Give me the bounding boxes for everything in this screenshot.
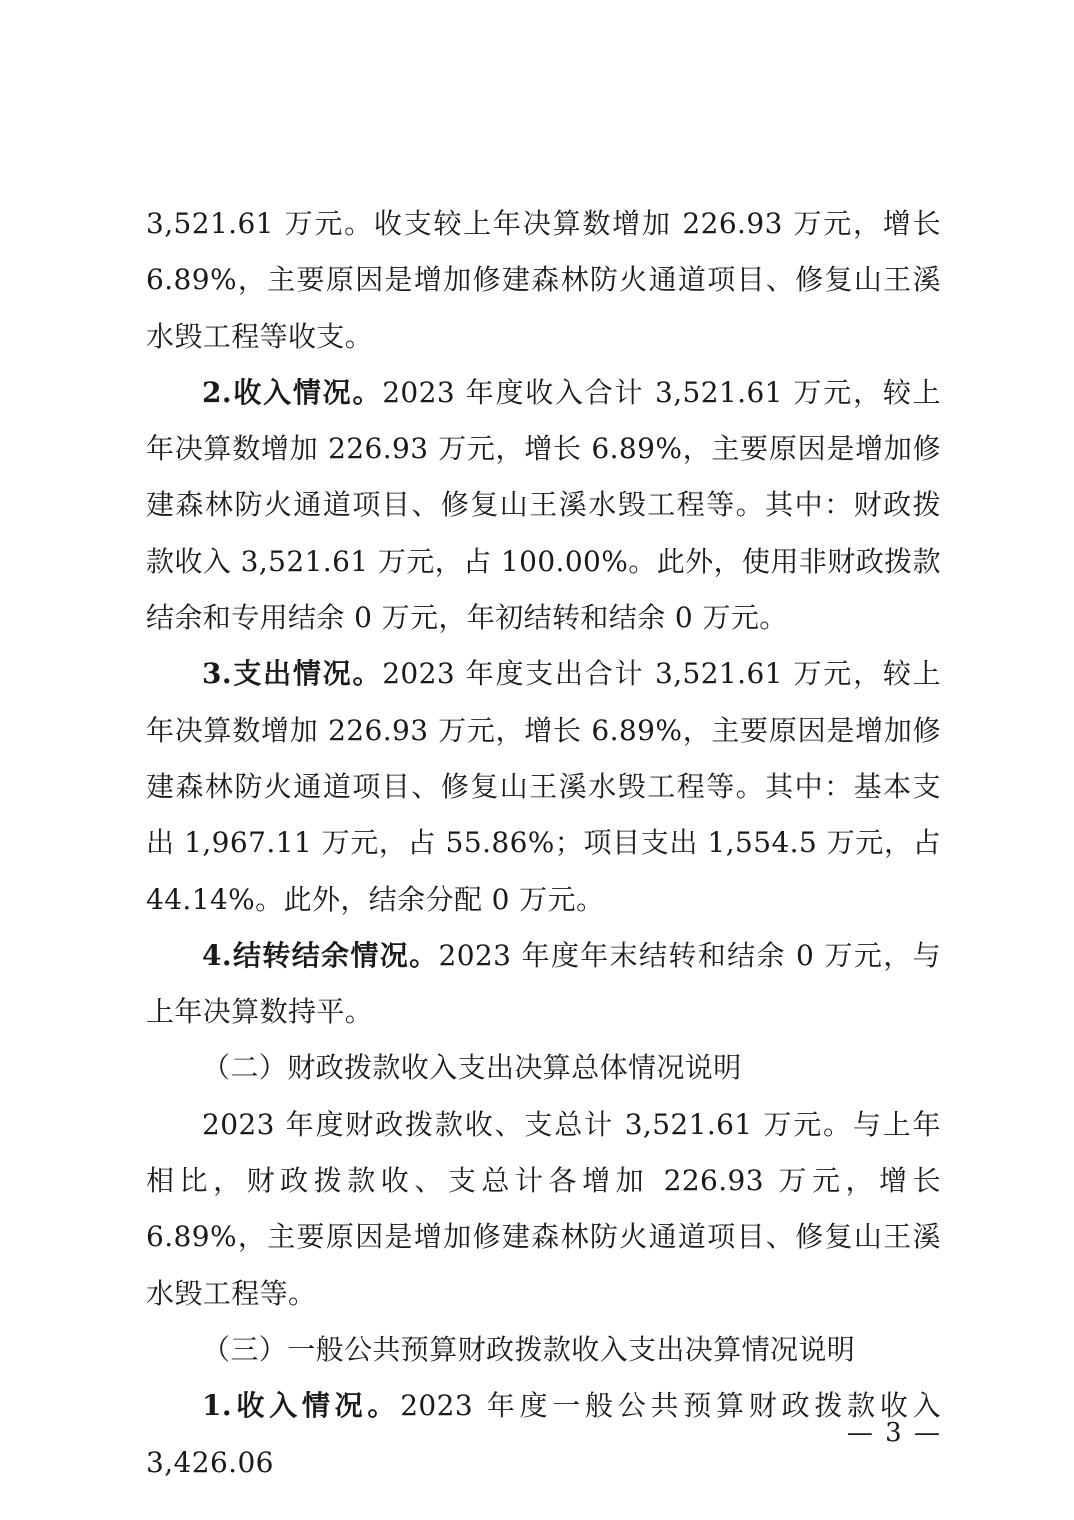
paragraph-carryover (146, 928, 941, 1041)
paragraph-income (146, 365, 941, 646)
paragraph-general-budget-income (146, 1378, 941, 1491)
paragraph-income-text: 2023 年度收入合计 3,521.61 万元，较上年决算数增加 226.93 万元，增长 6.89%，主要原因是增加修建森林防火通道项目、修复山王溪水毁工程等。其中：财政拨款收入 3,521.61 万元，占 100.00%。此外，使用非财政拨款结余和专用结余 0 万元，年初结转和结余 0 万元。 (146, 375, 941, 635)
section-lead-expenditure: 3.支出情况。 (202, 657, 383, 691)
paragraph-fiscal-overview: 2023 年度财政拨款收、支总计 3,521.61 万元。与上年相比，财政拨款收、支总计各增加 226.93 万元，增长 6.89%，主要原因是增加修建森林防火通道项目、修复山王溪水毁工程等。 (146, 1107, 941, 1310)
paragraph-summary: 3,521.61 万元。收支较上年决算数增加 226.93 万元，增长 6.89%，主要原因是增加修建森林防火通道项目、修复山王溪水毁工程等收支。 (146, 207, 941, 353)
section-lead-carryover: 4.结转结余情况。 (202, 938, 439, 972)
paragraph-general-income-text: 2023 年度一般公共预算财政拨款收入 3,426.06 (146, 1389, 942, 1479)
section-lead-general-income: 1.收入情况。 (202, 1389, 401, 1423)
paragraph-expenditure-text: 2023 年度支出合计 3,521.61 万元，较上年决算数增加 226.93 万元，增长 6.89%，主要原因是增加修建森林防火通道项目、修复山王溪水毁工程等。其中：基本支出 1,967.11 万元，占 55.86%；项目支出 1,554.5 万元，占 44.14%。此外，结余分配 0 万元。 (146, 657, 941, 916)
section-lead-income: 2.收入情况。 (202, 375, 383, 409)
section-heading-general-budget: （三）一般公共预算财政拨款收入支出决算情况说明 (202, 1332, 856, 1366)
paragraph-carryover-text: 2023 年度年末结转和结余 0 万元，与上年决算数持平。 (146, 938, 941, 1029)
section-heading-fiscal-overview: （二）财政拨款收入支出决算总体情况说明 (202, 1051, 742, 1085)
document-body (146, 196, 941, 1491)
paragraph-expenditure (146, 646, 941, 927)
page-number: — 3 — (846, 1418, 942, 1448)
